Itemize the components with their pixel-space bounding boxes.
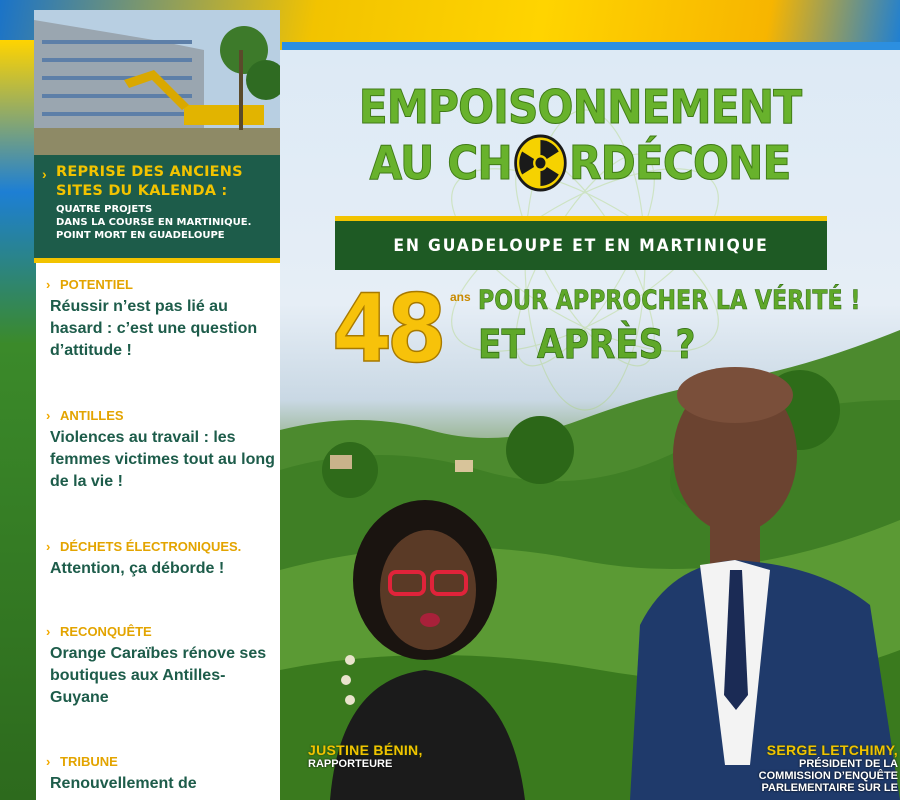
toc-item-tag: POTENTIEL	[60, 277, 133, 292]
table-of-contents	[36, 263, 280, 800]
sidebar	[0, 0, 282, 800]
featured-article-title: REPRISE DES ANCIENS SITES DU KALENDA :	[56, 164, 243, 199]
headline-line-2-right: RDÉCONE	[568, 136, 791, 190]
caption-right	[718, 742, 898, 794]
kalenda-site-photo	[34, 10, 280, 155]
featured-article[interactable]	[34, 155, 280, 263]
toc-item-reconquete[interactable]	[46, 624, 278, 709]
toc-item-tag: RECONQUÊTE	[60, 624, 152, 639]
toc-item-text: Orange Caraïbes rénove ses boutiques aux Antilles-Guyane	[50, 645, 267, 706]
chevron-right-icon: ›	[46, 624, 51, 639]
chevron-right-icon: ›	[46, 539, 51, 554]
toc-item-text: Attention, ça déborde !	[50, 560, 225, 577]
toc-item-potentiel[interactable]	[46, 277, 278, 362]
toc-item-text: Réussir n’est pas lié au hasard : c’est une question d’attitude !	[50, 298, 258, 359]
radiation-icon	[514, 134, 567, 192]
headline-line-2-left: AU CH	[369, 136, 512, 190]
subtitle-line-2: ET APRÈS ?	[478, 322, 696, 368]
subtitle-line-1: POUR APPROCHER LA VÉRITÉ !	[478, 285, 861, 316]
chevron-right-icon: ›	[46, 754, 51, 769]
top-blue-strip	[282, 42, 900, 50]
toc-item-dechets[interactable]	[46, 539, 278, 580]
featured-article-body	[56, 203, 270, 242]
region-banner	[335, 216, 827, 270]
featured-body-line: DANS LA COURSE EN MARTINIQUE.	[56, 217, 252, 228]
chevron-right-icon: ›	[42, 166, 47, 182]
toc-item-antilles[interactable]	[46, 408, 278, 493]
cover-headline	[330, 80, 830, 192]
featured-body-line: QUATRE PROJETS	[56, 204, 153, 215]
toc-item-text: Violences au travail : les femmes victimes tout au long de la vie !	[50, 429, 275, 490]
headline-line-1: EMPOISONNEMENT	[358, 80, 802, 134]
caption-right-role: PRÉSIDENT DE LA	[798, 758, 898, 770]
region-banner-text: EN GUADELOUPE ET EN MARTINIQUE	[393, 235, 769, 256]
headline-line-2	[350, 134, 810, 192]
toc-item-tag: DÉCHETS ÉLECTRONIQUES.	[60, 539, 242, 554]
toc-item-tag: TRIBUNE	[60, 754, 118, 769]
toc-item-tribune[interactable]	[46, 754, 278, 795]
caption-left-role: RAPPORTEURE	[308, 758, 393, 770]
toc-item-text: Renouvellement de	[50, 775, 197, 792]
caption-left-name: JUSTINE BÉNIN,	[308, 742, 423, 758]
caption-left	[308, 742, 423, 770]
caption-right-role: PARLEMENTAIRE SUR LE	[761, 782, 898, 794]
caption-right-role: COMMISSION D’ENQUÊTE	[758, 770, 898, 782]
years-unit: ans	[450, 290, 471, 304]
featured-body-line: POINT MORT EN GUADELOUPE	[56, 230, 225, 241]
chevron-right-icon: ›	[46, 408, 51, 423]
caption-right-name: SERGE LETCHIMY,	[766, 742, 898, 758]
toc-item-tag: ANTILLES	[60, 408, 124, 423]
years-number: 48	[332, 275, 442, 384]
chevron-right-icon: ›	[46, 277, 51, 292]
portrait-serge-letchimy	[630, 365, 900, 800]
